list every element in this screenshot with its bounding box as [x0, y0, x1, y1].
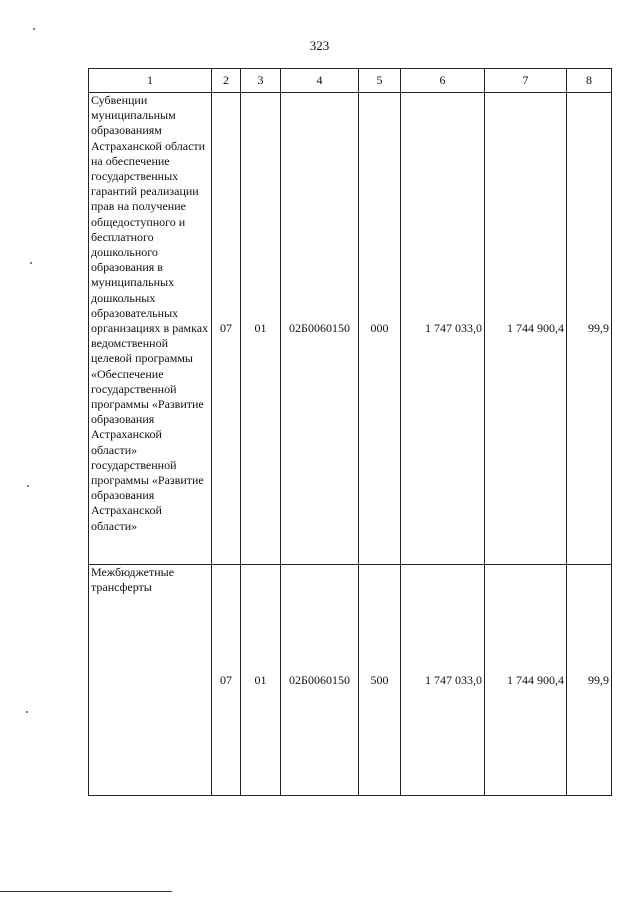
column-header-1: 1: [89, 69, 212, 93]
row-executed-amount: 1 744 900,4: [485, 565, 567, 796]
row-percent: 99,9: [567, 93, 612, 565]
row-name: Межбюджетные трансферты: [89, 565, 212, 796]
scan-speck: [30, 262, 32, 264]
row-approved-amount: 1 747 033,0: [401, 565, 485, 796]
scan-speck: [26, 711, 28, 713]
scan-speck: [27, 485, 29, 487]
page-number: 323: [309, 38, 330, 53]
row-percent: 99,9: [567, 565, 612, 796]
column-header-6: 6: [401, 69, 485, 93]
row-target-article: 02Б0060150: [281, 93, 359, 565]
row-subsection: 01: [241, 565, 281, 796]
footer-divider: [0, 891, 172, 892]
column-header-2: 2: [212, 69, 241, 93]
row-section: 07: [212, 565, 241, 796]
row-approved-amount: 1 747 033,0: [401, 93, 485, 565]
row-expense-type: 000: [359, 93, 401, 565]
table-row: [89, 93, 612, 565]
column-header-3: 3: [241, 69, 281, 93]
row-target-article: 02Б0060150: [281, 565, 359, 796]
table-row: [89, 565, 612, 796]
row-executed-amount: 1 744 900,4: [485, 93, 567, 565]
scan-speck: [33, 28, 35, 30]
budget-table: [88, 68, 612, 796]
header-row: [89, 69, 612, 93]
column-header-8: 8: [567, 69, 612, 93]
row-expense-type: 500: [359, 565, 401, 796]
row-name: Субвенции муниципальным образованиям Астраханской области на обеспечение государственных гарантий реализации прав на получение общедоступного и бесплатного дошкольного образования в муниципальных дошкольных образовательных организациях в рамках ведомственной целевой программы «Обеспечение государственной программы «Развитие образования Астраханской области» государственной программы «Развитие образования Астраханской области»: [89, 93, 212, 565]
column-header-4: 4: [281, 69, 359, 93]
row-subsection: 01: [241, 93, 281, 565]
row-section: 07: [212, 93, 241, 565]
column-header-5: 5: [359, 69, 401, 93]
column-header-7: 7: [485, 69, 567, 93]
